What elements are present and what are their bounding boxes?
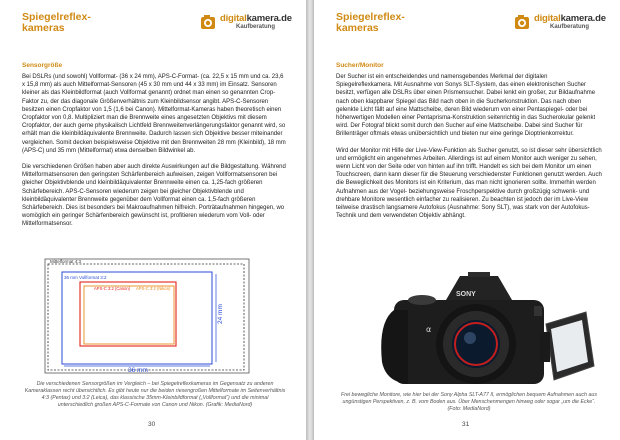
right-body-text <box>336 73 602 228</box>
camera-lens-glass <box>452 320 500 368</box>
logo-mark-icon <box>514 13 532 33</box>
left-paragraph-1: Bei DSLRs (und sowohl) Vollformat- (36 x 24 mm), APS-C-Format- (ca. 22,5 x 15 mm und ca. 23,6 x 15,8 mm) als auch Mittelformat-Sensoren (45 x 30 mm und 44 x 33 mm) im Einsatz. Sensoren kleiner als das Kleinbildformat (auch Vollformat genannt) ordnet man einen so genannten Crop-Faktor zu, der das diagonale Größenverhältnis zum Kleinbildsensor angibt. APS-C-Sensoren besitzen einen Cropfaktor von 1,5 (1,6 bei Canon). Mittelformat-Kameras haben theoretisch einen Cropfaktor von 0,8. Multipliziert man die Brennweite eines angesetzten Objektivs mit diesem Cropfaktor, der auch gerne physikalisch Lichtfeld Brennweitenverlängerungsfaktor genannt wird, so erhält man die kleinbildäquivalente Brennweite. Dadurch lassen sich Objektive besser miteinander vergleichen. Somit decken beispielsweise Objektive mit den Brennweiten 28 mm (Kleinbild), 18 mm (APS-C) und 35 mm (Mittelformat) etwa denselben Bildwinkel ab. <box>22 74 286 154</box>
apsc-label-a: APS-C 3:2 (Canon) <box>94 286 131 291</box>
left-logo-main-b: kamera.de <box>246 13 292 24</box>
book-gutter <box>306 0 314 440</box>
left-header-title <box>22 12 162 34</box>
camera-grip <box>381 310 408 384</box>
right-logo-main <box>534 13 606 24</box>
camera-lens-inner <box>464 332 476 344</box>
right-header-title-text: Spiegelreflex- kameras <box>336 11 405 34</box>
left-logo <box>200 12 292 36</box>
right-header-title <box>336 12 476 34</box>
right-logo-main-b: kamera.de <box>560 13 606 24</box>
right-page <box>314 0 620 440</box>
camera-brand-label: SONY <box>456 291 476 298</box>
left-body-text <box>22 73 288 237</box>
apsc-label-b: APS-C 3:2 (Nikon) <box>136 286 171 291</box>
camera-hotshoe <box>468 272 490 277</box>
right-paragraph-1: Der Sucher ist ein entscheidendes und namensgebendes Merkmal der digitalen Spiegelreflexkamera. Mit Ausnahme von Sonys SLT-System, das einen elektronischen Sucher besitzt, verfügen alle DSLRs über einen Prismensucher. Dabei lenkt ein großer, zur Bildaufnahme nach oben klappbarer Spiegel das Bild nach oben in die Sucherkonstruktion. Das nach oben gelenkte Licht fällt auf eine Mattscheibe, deren Bild wiederum von einer Pentaspiegel- oder bei höherwertigen Modellen einer Pentaprisma-Konstruktion seitenrichtig in das Sucherokular gelenkt wird. Der Fotograf blickt somit durch den Sucher auf eine Mattscheibe. Dabei sind Sucher für Brillenträger oftmals etwas unübersichtlich und bieten nur eine geringe Dioptrienkorrektur. <box>336 74 596 138</box>
medium-format-label: Mittelformat 4:3 <box>50 259 82 264</box>
right-caption: Frei bewegliche Monitore, wie hier bei der Sony Alpha SLT-A77 II, ermöglichen bequem Aufnahmen auch aus ungünstigen Perspektiven, z. B. vom Boden aus. Über Menschenmengen hinweg oder sogar „um die Ecke“. (Foto: MediaNord) <box>340 392 598 412</box>
left-paragraph-2: Die verschiedenen Größen haben aber auch direkte Auswirkungen auf die Bildgestaltung. Während Mittelformatsensoren den geringsten Schärfenbereich aufweisen, zeigen Vollformatsensoren bei gleicher Objektivblende und kleinbildäquivalenter Brennweite einen ca. 1,25-fach größeren Schärfebereich. APS-C-Sensoren wiederum zeigen bei gleicher Objektivblende und kleinbildäquivalenter Brennweite gegenüber dem Vollformat einen ca. 1,5-fach größeren Schärfebereich. Dies ist besonders bei Makroaufnahmen hilfreich. Porträtaufnahmen hingegen, wo womöglich ein geringer Schärfenbereich gewünscht ist, profitieren wiederum vom Voll- oder Mittelformatsensor. <box>22 164 286 228</box>
logo-mark-icon <box>200 13 218 33</box>
right-logo <box>514 12 606 36</box>
left-page-number: 30 <box>148 421 156 428</box>
left-logo-main-a: digital <box>220 13 247 24</box>
camera-monitor-hinge <box>540 332 550 362</box>
left-page <box>0 0 306 440</box>
camera-photo <box>364 262 604 392</box>
left-section-title: Sensorgröße <box>22 62 63 69</box>
right-logo-sub: Kaufberatung <box>550 24 589 30</box>
right-section-title: Sucher/Monitor <box>336 62 384 69</box>
left-logo-main <box>220 13 292 24</box>
camera-strap-lug <box>534 306 542 316</box>
left-header-title-text: Spiegelreflex- kameras <box>22 11 91 34</box>
camera-illustration <box>364 262 604 392</box>
right-page-number: 31 <box>462 421 470 428</box>
sensor-size-diagram-svg <box>44 258 252 376</box>
full-frame-label: 36 mm Vollformat 3:2 <box>64 275 107 280</box>
width-label: 36 mm <box>128 367 148 374</box>
sensor-size-diagram <box>44 258 252 376</box>
height-label: 24 mm <box>217 304 224 324</box>
right-paragraph-2: Wird der Monitor mit Hilfe der Live-View-Funktion als Sucher genutzt, so ist dieser sehr übersichtlich und ermöglicht ein angenehmes Arbeiten. Allerdings ist auf einem Monitor auch weniger zu sehen, wenn Licht von der Seite oder von hinten auf ihn trifft. Handelt es sich bei dem Monitor um einen Touchscreen, dann kann dieser für die Steuerung verschiedenster Funktionen genutzt werden. Auch die Beweglichkeit des Monitors ist ein Kriterium, das man nicht ignorieren sollte. Immerhin werden Aufnahmen aus der Vogel- beziehungsweise Froschperspektive durch großzügig schwenk- und drehbare Monitore wesentlich einfacher zu realisieren. Zu beachten ist jedoch der im Live-View teilweise drastisch langsamere Autofokus (Ausnahme: Sony SLT), was stark von der Autofokus-Technik und dem verwendeten Objektiv abhängt. <box>336 147 602 220</box>
camera-alpha-label: α <box>426 325 432 334</box>
left-logo-sub: Kaufberatung <box>236 24 275 30</box>
left-caption: Die verschiedenen Sensorgrößen im Vergleich – bei Spiegelreflexkameras im Gegensatz zu anderen Kameraklassen recht übersichtlich. Es gibt heute nur die beiden riesengroßen Mittelformate im Seitenverhältnis 4:3 (Pentax) und 3:2 (Leica), das klassische 35mm-Kleinbildformat („Vollformat“) und die minimal unterschiedlich großen APS-C-Formate von Canon und Nikon. (Grafik: MediaNord) <box>24 381 286 408</box>
right-logo-main-a: digital <box>534 13 561 24</box>
camera-mode-dial <box>408 295 436 305</box>
